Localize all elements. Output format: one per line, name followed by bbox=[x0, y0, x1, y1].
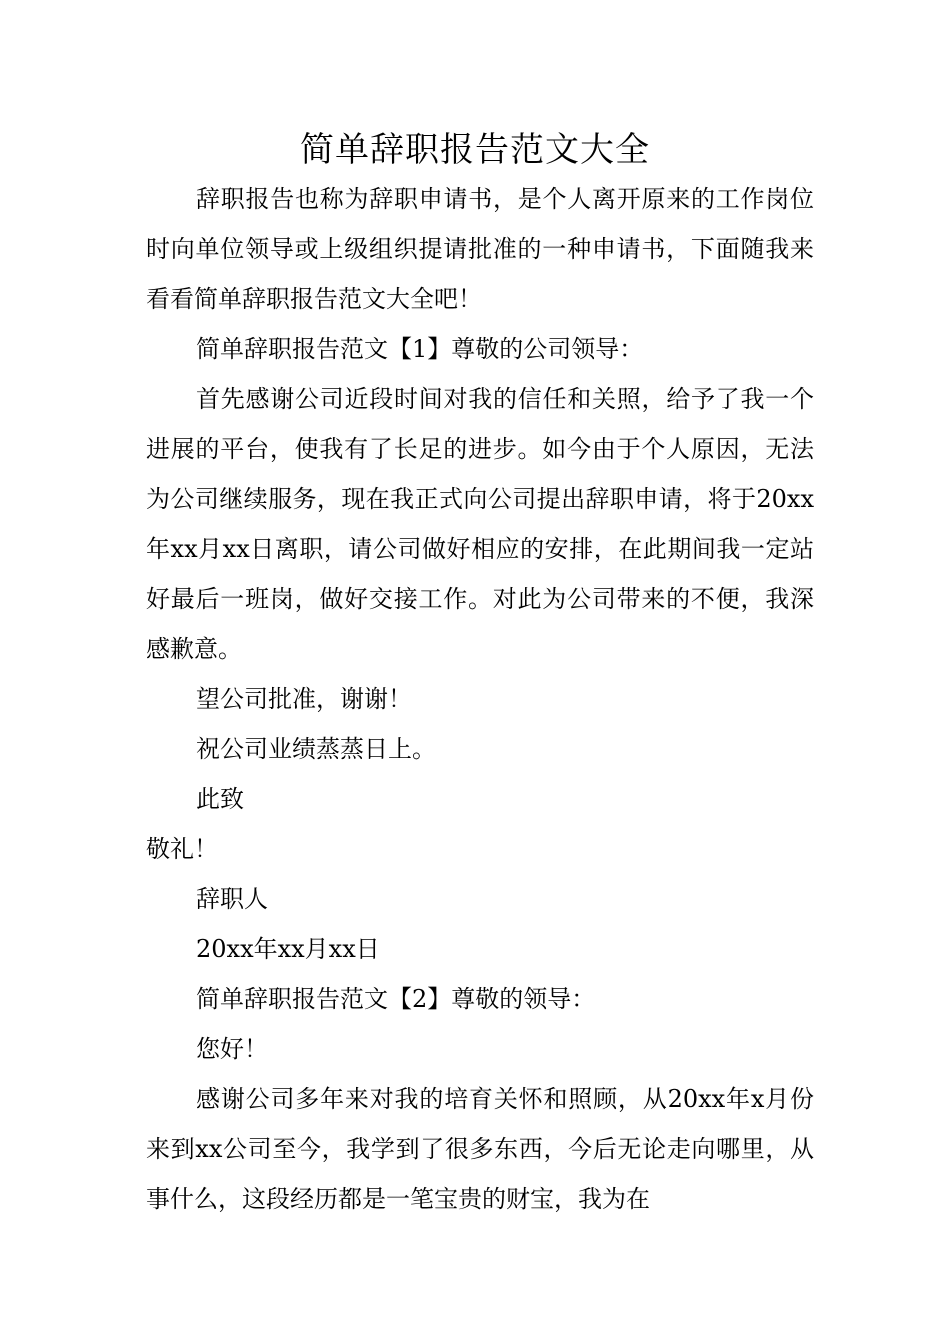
document-title: 简单辞职报告范文大全 bbox=[300, 130, 650, 170]
sample-1-wish: 祝公司业绩蒸蒸日上。 bbox=[196, 735, 436, 763]
sample-1-date: 20xx年xx月xx日 bbox=[196, 935, 380, 963]
sample-1-heading: 简单辞职报告范文【1】尊敬的公司领导： bbox=[196, 335, 644, 363]
sample-1-salute: 敬礼！ bbox=[146, 835, 218, 863]
document-body bbox=[146, 174, 814, 1224]
sample-1-request: 望公司批准，谢谢！ bbox=[196, 685, 412, 713]
sample-2-heading: 简单辞职报告范文【2】尊敬的领导： bbox=[196, 985, 596, 1013]
sample-2-greeting: 您好！ bbox=[196, 1035, 268, 1063]
sample-1-closing: 此致 bbox=[196, 785, 244, 813]
sample-2-body: 感谢公司多年来对我的培育关怀和照顾，从20xx年x月份来到xx公司至今，我学到了很多东西，今后无论走向哪里，从事什么，这段经历都是一笔宝贵的财宝，我为在 bbox=[146, 1085, 814, 1213]
sample-1-body: 首先感谢公司近段时间对我的信任和关照，给予了我一个进展的平台，使我有了长足的进步。如今由于个人原因，无法为公司继续服务，现在我正式向公司提出辞职申请，将于20xx年xx月xx日离职，请公司做好相应的安排，在此期间我一定站好最后一班岗，做好交接工作。对此为公司带来的不便，我深感歉意。 bbox=[146, 385, 814, 663]
intro-paragraph: 辞职报告也称为辞职申请书，是个人离开原来的工作岗位时向单位领导或上级组织提请批准的一种申请书，下面随我来看看简单辞职报告范文大全吧！ bbox=[146, 185, 814, 313]
sample-1-signer: 辞职人 bbox=[196, 885, 268, 913]
